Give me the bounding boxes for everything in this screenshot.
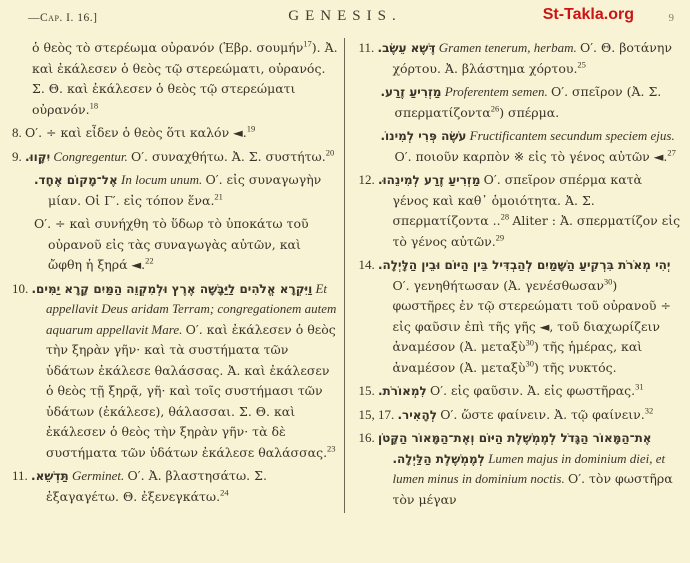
hebrew-text: לְהָאִיר. — [397, 407, 438, 422]
greek-text: Ο′. σπεῖρον (Ἀ. Σ. σπερματίζοντα — [394, 84, 662, 120]
entry-number: 15, 17. — [358, 406, 395, 422]
entry-number: 12. — [358, 172, 375, 187]
hebrew-text: מַזְרִיעַ זֶרַע. — [380, 85, 442, 99]
footnote-reference: 17 — [303, 38, 312, 49]
footnote-reference: 20 — [325, 147, 335, 158]
hebrew-text: לִמְאוֹרֹת. — [377, 384, 427, 398]
hebrew-text: יְהִי מְאֹרֹת בִּרְקִיעַ הַשָּׁמַיִם לְהַבְדִּיל בֵּין הַיּוֹם וּבֵין הַלָּיְלָה. — [377, 258, 671, 272]
text-paragraph — [354, 126, 682, 167]
hebrew-text: דֶּשֶׁא עֵשֶׂב. — [377, 41, 436, 55]
footnote-reference: 18 — [89, 100, 99, 111]
footnote-reference: 30 — [525, 337, 534, 348]
entry-number: 11. — [12, 468, 28, 483]
latin-translation: Et appellavit Deus aridam Terram; congregationem autem aquarum appellavit Mare. — [46, 280, 337, 337]
footnote-reference: 27 — [667, 147, 676, 158]
footnote-reference: 21 — [214, 191, 223, 202]
verse-entry — [354, 405, 682, 426]
latin-translation: Proferentem semen. — [444, 84, 548, 99]
latin-translation: Germinet. — [71, 468, 125, 483]
footnote-reference: 32 — [644, 405, 654, 416]
chapter-reference: —Cap. I. 16.] — [28, 12, 98, 24]
footnote-reference: 30 — [525, 358, 534, 369]
verse-entry — [354, 38, 682, 79]
greek-text: Ο′. ποιοῦν καρπὸν ※ εἰς τὸ γένος αὐτῶν ◄. — [394, 148, 668, 164]
greek-text: Ο′. Ἀ. βλαστησάτω. Σ. ἐξαγαγέτω. Θ. ἐξενεγκάτω. — [46, 468, 267, 504]
text-paragraph — [8, 214, 338, 276]
entry-number: 16. — [358, 430, 375, 445]
verse-entry — [8, 123, 338, 144]
latin-translation: In locum unum. — [121, 172, 203, 187]
entry-number: 14. — [358, 257, 375, 272]
page-number: 9 — [668, 12, 674, 24]
greek-text: Ο′. συναχθήτω. Ἀ. Σ. συστήτω. — [130, 148, 326, 164]
hebrew-text: וַיִּקְרָא אֱלֹהִים לַיַּבָּשָׁה אֶרֶץ וּלְמִקְוֵה הַמַּיִם קָרָא יַמִּים. — [31, 281, 313, 296]
column-left — [8, 38, 344, 513]
verse-entry — [8, 279, 338, 464]
hebrew-text: אֶל־מָקוֹם אֶחָד. — [34, 173, 118, 187]
verse-entry — [354, 255, 682, 378]
column-right — [344, 38, 682, 513]
greek-text: ) τῆς ἡμέρας, καὶ ἀναμέσον (Ἀ. μεταξὺ — [392, 339, 643, 375]
page-header — [8, 6, 682, 30]
verse-entry — [8, 466, 338, 507]
greek-text: ) σπέρμα. — [499, 104, 560, 120]
latin-translation: Congregentur. — [53, 148, 128, 164]
hebrew-text: יִקָּווּ. — [25, 149, 51, 164]
entry-number: 15. — [358, 383, 375, 398]
hebrew-text: אֶת־הַמָּאוֹר הַגָּדֹל לְמֶמְשֶׁלֶת הַיּוֹם וְאֶת־הַמָּאוֹר הַקָּטֹן לְמֶמְשֶׁלֶת הַלַּיְלָה. — [377, 431, 652, 466]
footnote-reference: 28 — [500, 211, 510, 222]
verse-entry — [8, 147, 338, 168]
greek-text: Aliter : Ἀ. σπερματίζον εἰς τὸ γένος αὐτῶν. — [392, 213, 681, 249]
latin-translation: Gramen tenerum, herbam. — [438, 40, 577, 55]
greek-text: ) τῆς νυκτός. — [534, 359, 617, 375]
footnote-reference: 29 — [495, 232, 505, 243]
verse-entry — [354, 428, 682, 510]
greek-text: Ο′. καὶ ἐκάλεσεν ὁ θεὸς τὴν ξηρὰν γῆν· καὶ τὰ συστήματα τῶν ὑδάτων ἐκάλεσε θαλάσσας. Ἀ. καὶ ἐκάλεσεν ὁ θεὸς τῇ ξηρᾷ, γῆ· καὶ τοῖς συστήμασι τῶν ὑδάτων (ἐκάλεσε), θάλασσαι. Σ. Θ. καὶ ἐκάλεσεν ὁ θεὸς τὴν ξηρὰν γῆν· τὰ δὲ συστήματα τῶν ὑδάτων ἐκάλεσε θαλάσσας. — [46, 321, 336, 460]
watermark-text: St-Takla.org — [542, 6, 634, 23]
greek-text: Ο′. ὥστε φαίνειν. Ἀ. τῷ φαίνειν. — [440, 406, 645, 422]
greek-text: ) φωστῆρες ἐν τῷ στερεώματι τοῦ οὐρανοῦ ÷ εἰς φαῦσιν ἐπὶ τῆς γῆς ◄, τοῦ διαχωρίζειν ἀναμέσον (Ἀ. μεταξὺ — [392, 277, 671, 354]
greek-text: ὁ θεὸς τὸ στερέωμα οὐρανόν (Ἑβρ. σουμήν — [32, 40, 304, 55]
footnote-reference: 23 — [327, 443, 336, 454]
footnote-reference: 25 — [577, 59, 586, 70]
greek-text: Ο′. ÷ καὶ συνήχθη τὸ ὕδωρ τὸ ὑποκάτω τοῦ οὐρανοῦ εἰς τὰς συναγωγὰς αὐτῶν, καὶ ὤφθη ἡ ξηρά ◄. — [34, 216, 309, 272]
hebrew-text: תַּדְשֵׁא. — [31, 469, 69, 483]
footnote-reference: 24 — [220, 487, 229, 498]
greek-text: Ο′. ÷ καὶ εἶδεν ὁ θεὸς ὅτι καλόν ◄. — [25, 125, 247, 140]
verse-entry — [354, 381, 682, 402]
greek-text: Ο′. τὸν φωστῆρα τὸν μέγαν — [392, 471, 673, 507]
greek-text: Ο′. σπεῖρον σπέρμα κατὰ γένος καὶ καθ᾽ ὁμοιότητα. Ἀ. Σ. σπερματίζοντα .. — [392, 172, 642, 228]
text-paragraph — [354, 82, 682, 123]
footnote-reference: 31 — [635, 381, 644, 392]
text-paragraph — [8, 170, 338, 211]
hebrew-text: עֹשֶׂה פְּרִי לְמִינוֹ. — [380, 129, 467, 143]
footnote-reference: 26 — [490, 103, 500, 114]
latin-translation: Lumen majus in dominium diei, et lumen minus in dominium noctis. — [392, 450, 666, 486]
footnote-reference: 19 — [246, 123, 256, 134]
greek-text: Ο′. εἰς φαῦσιν. Ἀ. εἰς φωστῆρας. — [430, 383, 636, 398]
entry-number: 10. — [12, 280, 29, 296]
footnote-reference: 22 — [145, 255, 154, 266]
text-columns — [8, 38, 682, 513]
greek-text: Ο′. γενηθήτωσαν (Ἀ. γενέσθωσαν — [392, 277, 604, 293]
greek-text: ). Ἀ. καὶ ἐκάλεσεν ὁ θεὸς τῷ στερεώματι, οὐρανός. Σ. Θ. καὶ ἐκάλεσεν ὁ θεὸς τῷ στερεώματι οὐρανόν. — [32, 40, 338, 117]
page-title: GENESIS. — [288, 8, 402, 24]
greek-text: Ο′. Θ. βοτάνην χόρτου. Ἀ. βλάστημα χόρτου. — [392, 40, 672, 76]
verse-entry — [354, 170, 682, 252]
greek-text: Ο′. εἰς συναγωγὴν μίαν. Οἱ Γ′. εἰς τόπον ἕνα. — [48, 172, 322, 208]
entry-number: 8. — [12, 125, 22, 140]
text-paragraph — [8, 38, 338, 120]
footnote-reference: 30 — [603, 276, 613, 287]
entry-number: 11. — [358, 40, 375, 55]
entry-number: 9. — [12, 148, 22, 164]
latin-translation: Fructificantem secundum speciem ejus. — [469, 128, 675, 143]
hebrew-text: מַזְרִיעַ זֶרַע לְמִינֵהוּ. — [377, 173, 481, 187]
